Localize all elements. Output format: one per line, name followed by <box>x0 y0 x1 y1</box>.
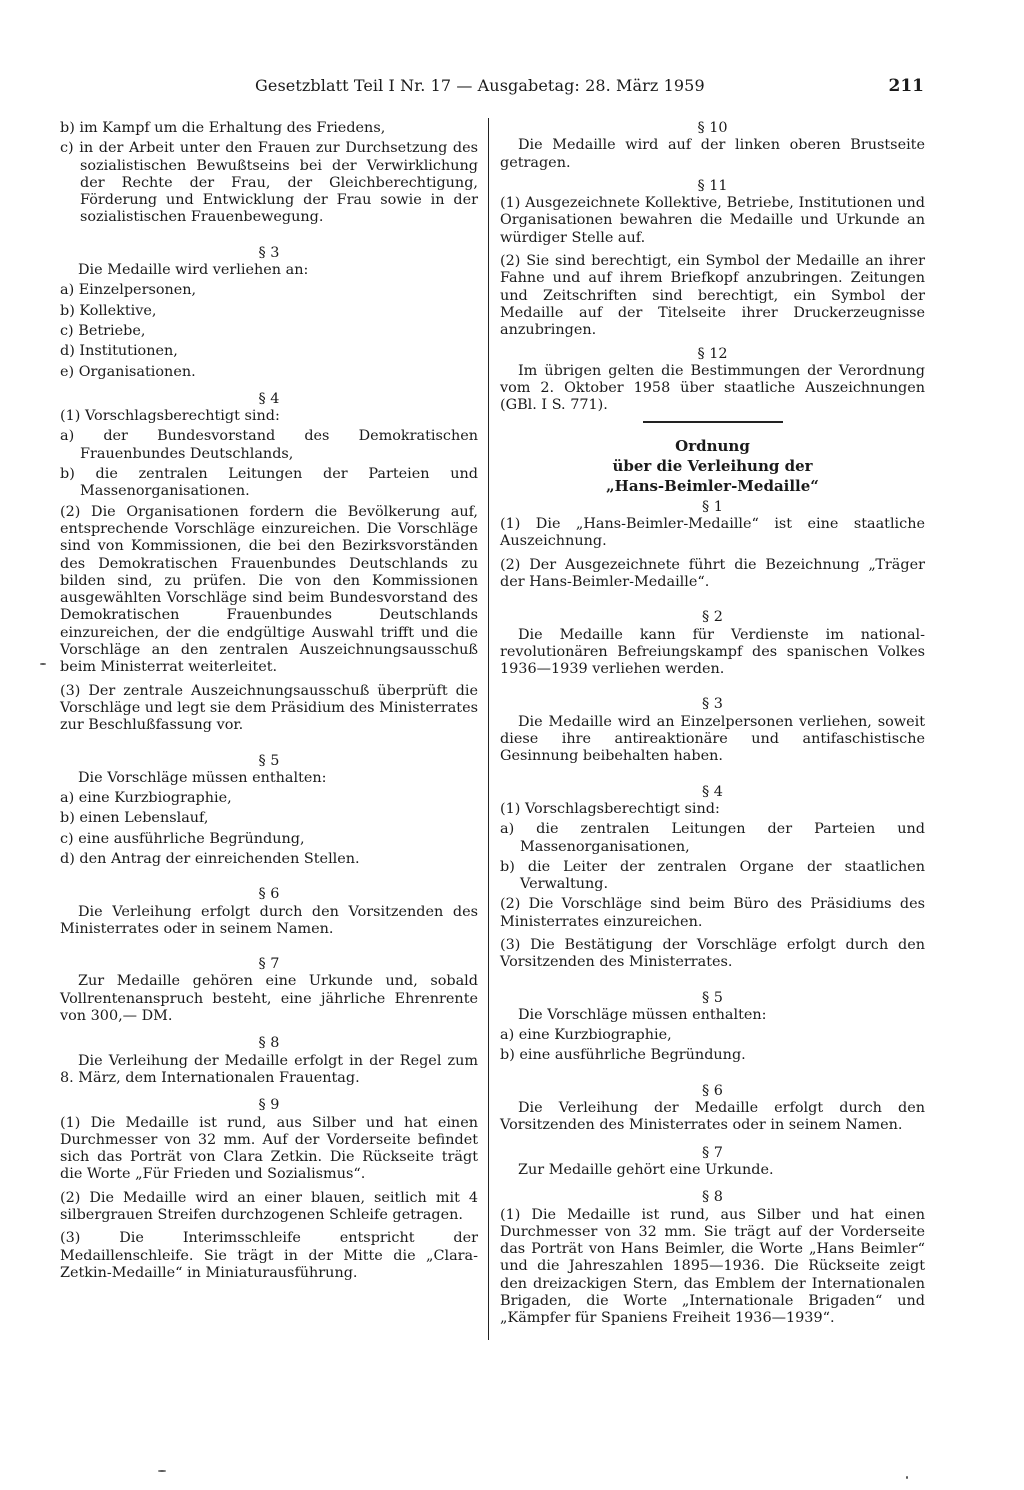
section-heading: § 1 <box>702 498 723 515</box>
section-heading: § 11 <box>697 177 728 194</box>
paragraph: Die Medaille wird auf der linken oberen Brustseite getragen. <box>500 137 925 171</box>
paragraph: Die Medaille wird an Einzelpersonen verliehen, soweit diese ihre antireaktionäre und antifaschistische Gesinnung beibehalten haben. <box>500 713 925 765</box>
list-item: b) die Leiter der zentralen Organe der staatlichen Verwaltung. <box>500 858 925 893</box>
paragraph: (1) Ausgezeichnete Kollektive, Betriebe, Institutionen und Organisationen bewahren die Medaille und Urkunde an würdiger Stelle auf. <box>500 195 925 246</box>
list-item: a) die zentralen Leitungen der Parteien und Massenorganisationen, <box>500 821 925 855</box>
paragraph: Die Vorschläge müssen enthalten: <box>518 1006 767 1023</box>
paragraph: (3) Die Interimsschleife entspricht der Medaillenschleife. Sie trägt in der Mitte die „Clara-Zetkin-Medaille“ in Miniaturausführung. <box>60 1230 478 1281</box>
list-item: a) eine Kurzbiographie, <box>60 790 232 807</box>
list-item: c) in der Arbeit unter den Frauen zur Durchsetzung des sozialistischen Bewußtseins bei der Verwirklichung der Rechte der Frau, der Gleichberechtigung, Förderung und Entwicklung der Frau sowie in der sozialistischen Frauenbewegung. <box>60 140 478 226</box>
list-item: b) einen Lebenslauf, <box>60 810 209 827</box>
list-item: a) eine Kurzbiographie, <box>500 1027 672 1044</box>
paragraph: (1) Vorschlagsberechtigt sind: <box>60 408 280 425</box>
ordnung-medal-name: „Hans-Beimler-Medaille“ <box>606 476 819 495</box>
paragraph: Im übrigen gelten die Bestimmungen der Verordnung vom 2. Oktober 1958 über staatliche Auszeichnungen (GBl. I S. 771). <box>500 362 925 414</box>
ordnung-subtitle: über die Verleihung der <box>612 456 813 475</box>
section-heading: § 4 <box>258 390 280 407</box>
ordnung-title: Ordnung <box>675 436 750 455</box>
section-heading: § 6 <box>702 1082 723 1099</box>
list-item: b) im Kampf um die Erhaltung des Friedens, <box>60 120 386 136</box>
paragraph: Zur Medaille gehört eine Urkunde. <box>518 1161 774 1178</box>
section-heading: § 5 <box>258 752 280 769</box>
section-heading: § 7 <box>258 956 280 973</box>
section-heading: § 10 <box>697 120 728 136</box>
list-item: d) Institutionen, <box>60 343 178 360</box>
list-item: a) der Bundesvorstand des Demokratischen Frauenbundes Deutschlands, <box>60 428 478 462</box>
paragraph: (2) Sie sind berechtigt, ein Symbol der Medaille an ihrer Fahne und auf ihrem Briefkopf anzubringen. Zeitungen und Zeitschriften sind berechtigt, ein Symbol der Medaille auf der Titelseite ihrer Druckerzeugnisse anzubringen. <box>500 253 925 339</box>
section-heading: § 9 <box>258 1097 280 1114</box>
paragraph: Die Verleihung der Medaille erfolgt durch den Vorsitzenden des Ministerrates oder in seinem Namen. <box>500 1100 925 1134</box>
header-title: Gesetzblatt Teil I Nr. 17 — Ausgabetag: 28. März 1959 <box>255 76 705 95</box>
section-heading: § 5 <box>702 989 723 1006</box>
paragraph: (1) Die „Hans-Beimler-Medaille“ ist eine staatliche Auszeichnung. <box>500 516 925 550</box>
list-item: e) Organisationen. <box>60 363 196 380</box>
paragraph: (2) Die Organisationen fordern die Bevölkerung auf, entsprechende Vorschläge einzureichen. Die Vorschläge sind von Kommissionen, die bei den Bezirksvorständen des Demokratischen Frauenbundes Deutschlands zu bilden sind, zu prüfen. Die von den Kommissionen ausgewählten Vorschläge sind beim Bundesvorstand des Demokratischen Frauenbundes Deutschlands einzureichen, der die endgültige Auswahl trifft und die Vorschläge an den zentralen Auszeichnungsausschuß beim Ministerrat weiterleitet. <box>60 503 478 676</box>
section-heading: § 8 <box>702 1189 723 1206</box>
section-heading: § 3 <box>258 244 280 261</box>
list-item: c) eine ausführliche Begründung, <box>60 830 305 847</box>
section-heading: § 8 <box>258 1035 280 1052</box>
left-column <box>60 120 478 1288</box>
list-item: d) den Antrag der einreichenden Stellen. <box>60 850 360 867</box>
paragraph: (2) Die Medaille wird an einer blauen, seitlich mit 4 silbergrauen Streifen durchzogenen Schleife getragen. <box>60 1189 478 1224</box>
list-item: b) die zentralen Leitungen der Parteien und Massenorganisationen. <box>60 466 478 500</box>
section-heading: § 7 <box>702 1144 723 1161</box>
section-heading: § 6 <box>258 886 280 903</box>
scan-speck <box>158 1470 166 1472</box>
paragraph: Die Verleihung erfolgt durch den Vorsitzenden des Ministerrates oder in seinem Namen. <box>60 903 478 937</box>
paragraph: (2) Die Vorschläge sind beim Büro des Präsidiums des Ministerrates einzureichen. <box>500 896 925 930</box>
paragraph: (1) Die Medaille ist rund, aus Silber und hat einen Durchmesser von 32 mm. Auf der Vorderseite befindet sich das Porträt von Clara Zetkin. Die Rückseite trägt die Worte „Für Frieden und Sozialismus“. <box>60 1114 478 1183</box>
list-item: c) Betriebe, <box>60 322 146 339</box>
horizontal-rule <box>643 421 783 423</box>
scan-speck <box>906 1476 908 1479</box>
column-divider <box>488 118 489 1340</box>
section-heading: § 4 <box>702 783 723 800</box>
list-item: b) Kollektive, <box>60 302 157 319</box>
page-header <box>60 76 926 100</box>
paragraph: Die Vorschläge müssen enthalten: <box>78 769 327 786</box>
paragraph: Die Medaille kann für Verdienste im national-revolutionären Befreiungskampf des spanischen Volkes 1936—1939 verliehen werden. <box>500 626 925 678</box>
paragraph: (3) Die Bestätigung der Vorschläge erfolgt durch den Vorsitzenden des Ministerrates. <box>500 936 925 971</box>
scan-speck <box>40 663 46 665</box>
paragraph: (2) Der Ausgezeichnete führt die Bezeichnung „Träger der Hans-Beimler-Medaille“. <box>500 556 925 590</box>
page-number: 211 <box>888 76 924 96</box>
paragraph: Die Medaille wird verliehen an: <box>78 262 309 279</box>
right-column <box>500 120 925 1334</box>
paragraph: (1) Die Medaille ist rund, aus Silber und hat einen Durchmesser von 32 mm. Sie trägt auf der Vorderseite das Porträt von Hans Beimler, die Worte „Hans Beimler“ und die Jahreszahlen 1895—1936. Die Rückseite zeigt den dreizackigen Stern, das Emblem der Internationalen Brigaden, die Worte „Internationale Brigaden“ und „Kämpfer für Spaniens Freiheit 1936—1939“. <box>500 1206 925 1327</box>
paragraph: (1) Vorschlagsberechtigt sind: <box>500 800 720 817</box>
section-heading: § 3 <box>702 696 723 713</box>
paragraph: Zur Medaille gehören eine Urkunde und, sobald Vollrentenanspruch besteht, eine jährliche Ehrenrente von 300,— DM. <box>60 973 478 1025</box>
section-heading: § 12 <box>697 345 728 362</box>
paragraph: Die Verleihung der Medaille erfolgt in der Regel zum 8. März, dem Internationalen Frauentag. <box>60 1052 478 1086</box>
list-item: a) Einzelpersonen, <box>60 282 197 299</box>
paragraph: (3) Der zentrale Auszeichnungsausschuß überprüft die Vorschläge und legt sie dem Präsidium des Ministerrates zur Beschlußfassung vor. <box>60 682 478 734</box>
section-heading: § 2 <box>702 609 723 626</box>
list-item: b) eine ausführliche Begründung. <box>500 1047 746 1064</box>
